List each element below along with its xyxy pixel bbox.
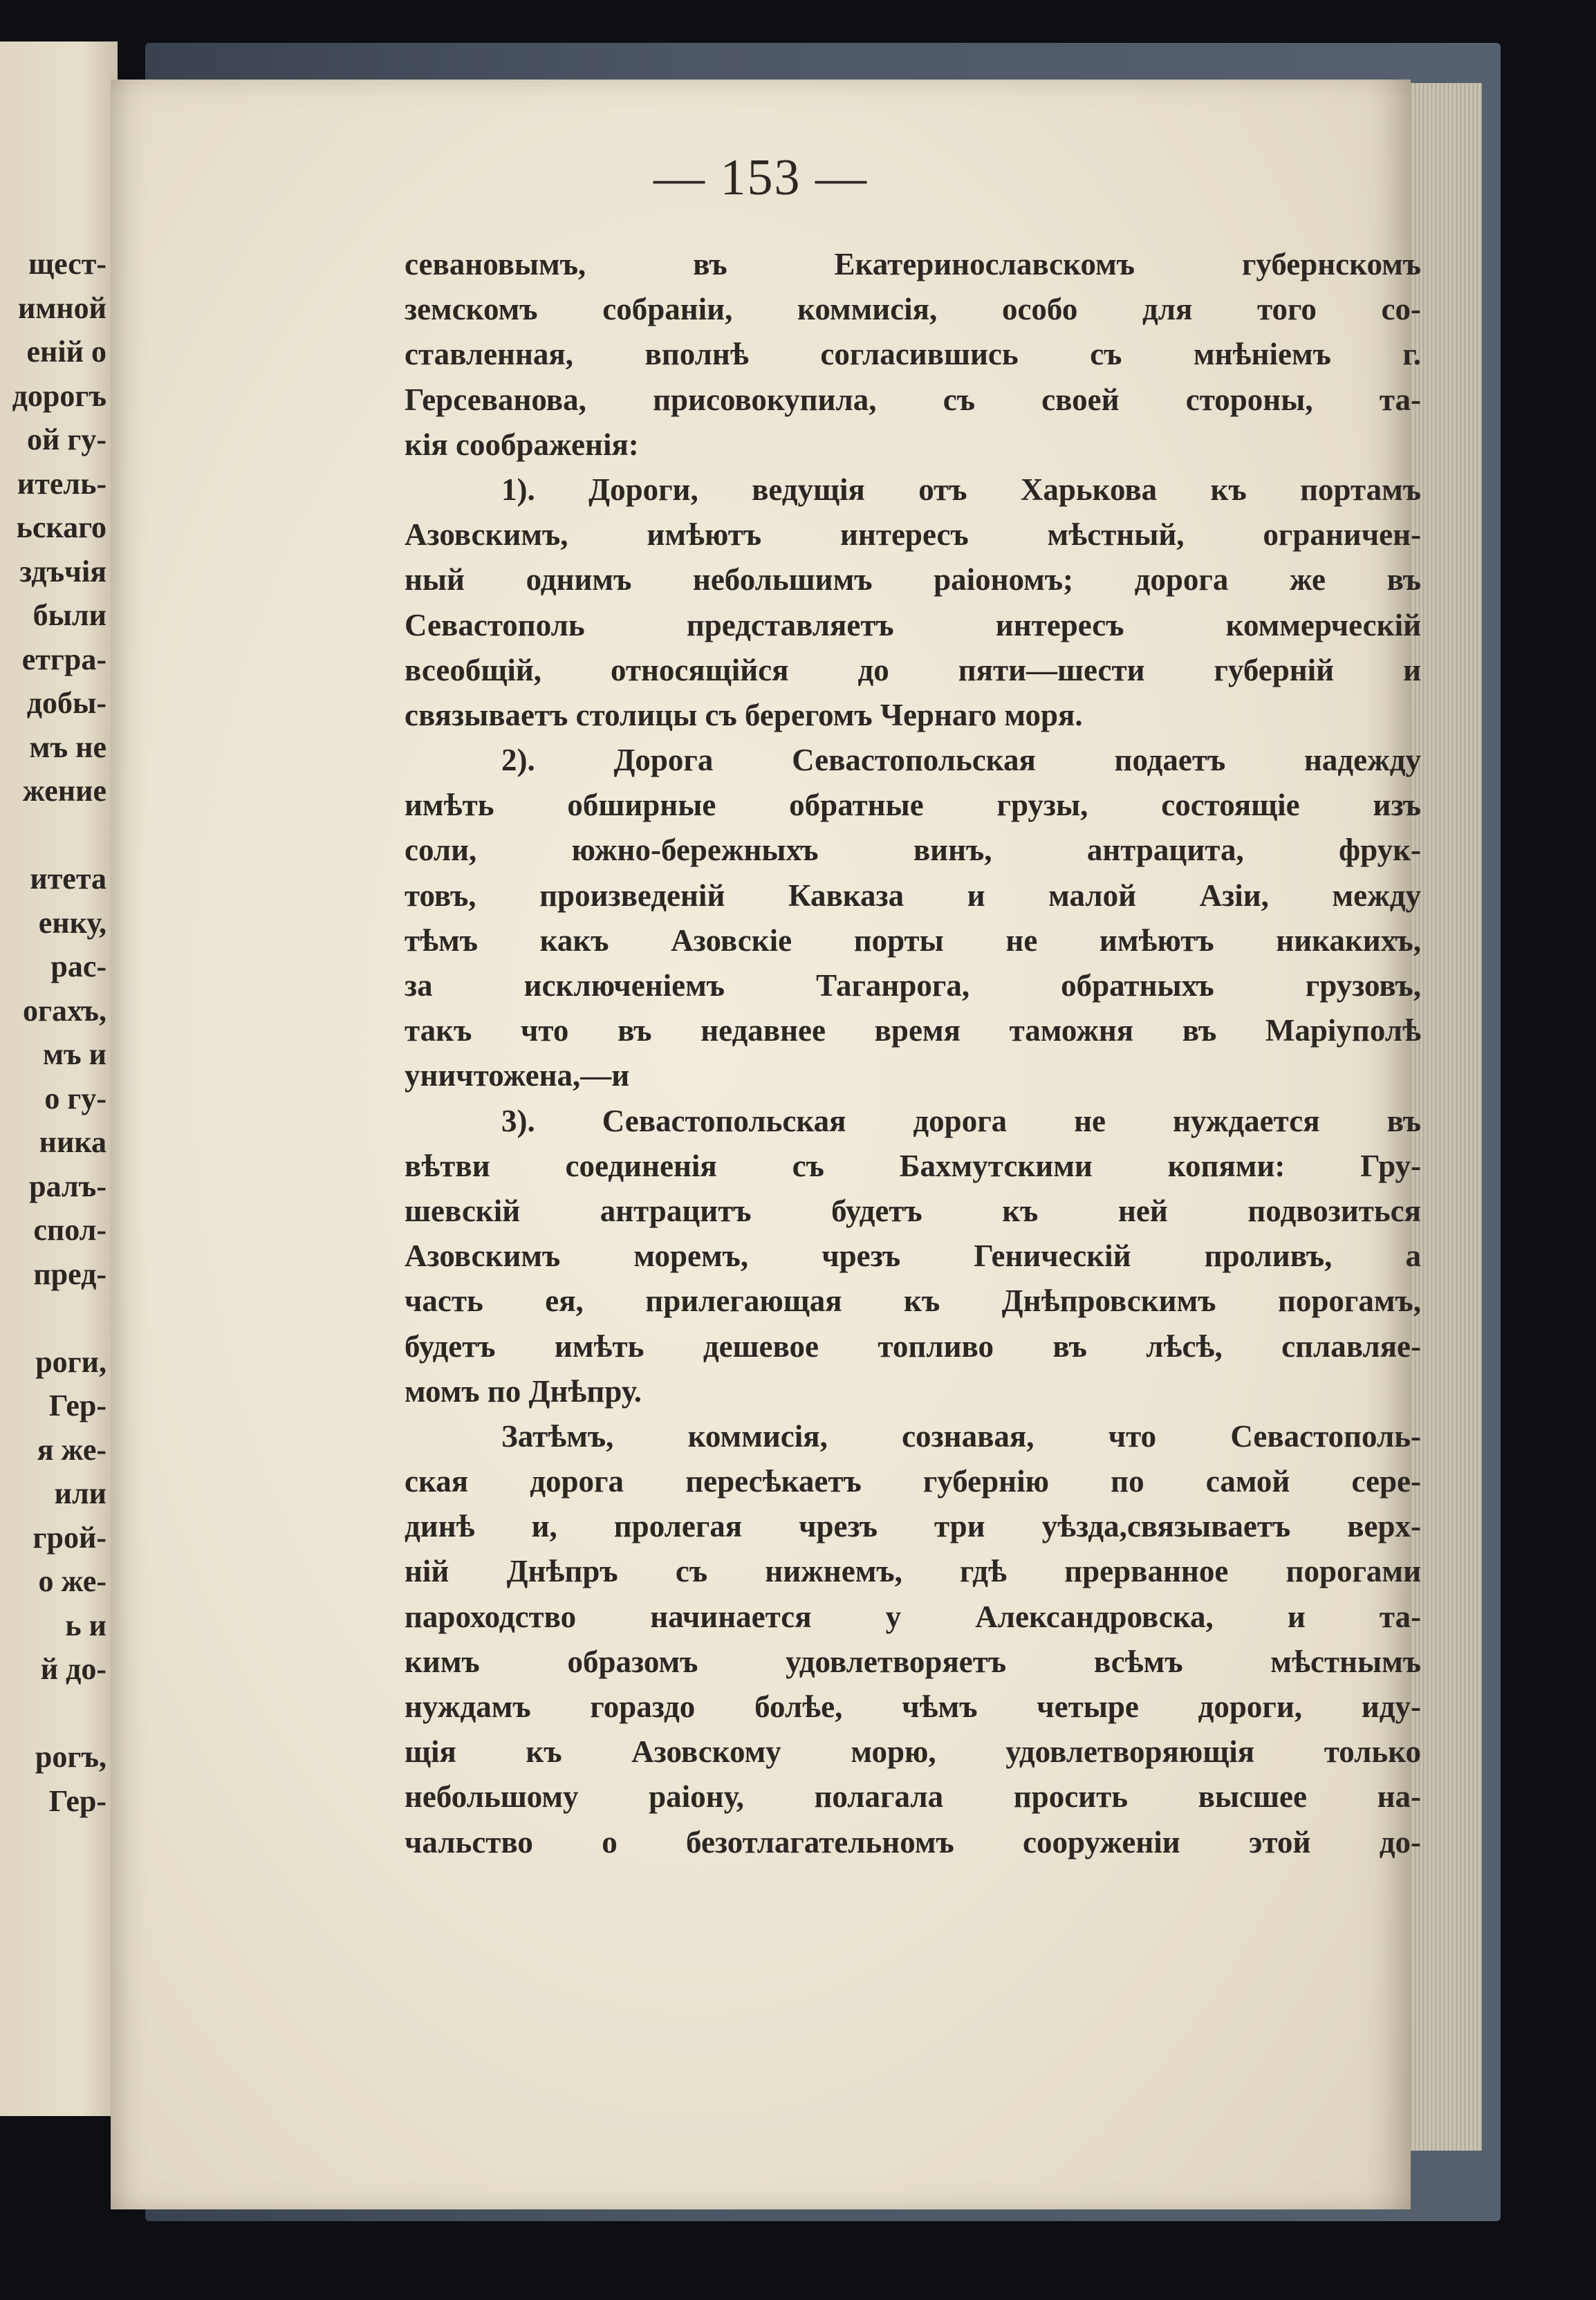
left-page-line (12, 1691, 106, 1736)
left-page-line: мъ и (43, 1037, 106, 1071)
text-line: 3). Севастопольская дорога не нуждается въ (501, 1103, 1421, 1138)
text-line: имѣть обширные обратные грузы, состоящiе изъ (405, 788, 1421, 823)
left-page-line: Гер- (48, 1783, 106, 1818)
text-line: соли, южно-бережныхъ винъ, антрацита, фрук- (405, 833, 1421, 868)
text-line: земскомъ собранiи, коммисiя, особо для того со- (405, 292, 1421, 327)
book-page (111, 80, 1421, 2209)
text-line: Севастополь представляетъ интересъ коммерческiй (405, 607, 1421, 642)
left-page-line: Гер- (48, 1389, 106, 1422)
left-page-line: были (33, 598, 106, 632)
text-line: севановымъ, въ Екатеринославскомъ губернскомъ (405, 247, 1421, 281)
text-line: шевскiй антрацитъ будетъ къ ней подвозиться (405, 1193, 1421, 1228)
left-page-line: етгра- (21, 642, 106, 676)
left-page-line: здъчiя (19, 554, 106, 588)
text-line: Азовскимъ, имѣютъ интересъ мѣстный, ограничен- (405, 517, 1421, 553)
text-line: всеобщiй, относящiйся до пяти—шести губернiй и (405, 652, 1421, 687)
text-line: за исключенiемъ Таганрога, обратныхъ грузовъ, (405, 968, 1421, 1003)
text-line: 1). Дороги, ведущiя отъ Харькова къ портамъ (501, 472, 1421, 507)
text-line: ный однимъ небольшимъ раiономъ; дорога же въ (405, 562, 1421, 597)
left-page-line: дорогъ (12, 378, 106, 413)
left-page-line (12, 1296, 106, 1340)
left-page-line: щест- (28, 247, 106, 281)
text-line: такъ что въ недавнее время таможня въ Марiуполѣ (405, 1013, 1421, 1048)
left-page-line: пред- (33, 1256, 106, 1291)
left-page-line: енiй о (26, 335, 106, 369)
left-page-line: спол- (33, 1213, 106, 1247)
left-page-line: или (54, 1476, 106, 1510)
text-line: уничтожена,—и (405, 1058, 630, 1093)
text-line: кимъ образомъ удовлетворяетъ всѣмъ мѣстнымъ (405, 1644, 1421, 1679)
left-page-line: итель- (17, 466, 106, 501)
left-page-line: имной (17, 290, 106, 325)
left-page-text (12, 242, 106, 1823)
left-page-line: огахъ, (23, 993, 106, 1028)
text-line: момъ по Днѣпру. (405, 1373, 642, 1409)
left-page-line: енку, (38, 905, 106, 940)
left-page-line: грой- (33, 1520, 106, 1555)
left-facing-page (0, 41, 118, 2116)
left-page-line: я же- (37, 1432, 106, 1467)
left-page-line: ой гу- (27, 423, 106, 456)
left-page-line: ьскаго (16, 510, 106, 544)
left-page-line: итета (30, 862, 106, 896)
text-line: будетъ имѣть дешевое топливо въ лѣсѣ, сплавляе- (405, 1328, 1421, 1364)
left-page-line: о же- (38, 1564, 106, 1598)
left-page-line: рас- (50, 949, 106, 983)
text-line: ская дорога пересѣкаетъ губернiю по самой сере- (405, 1464, 1421, 1499)
text-line: небольшому раiону, полагала просить высшее на- (405, 1779, 1421, 1815)
text-line: Затѣмъ, коммисiя, сознавая, что Севастополь- (501, 1418, 1421, 1454)
text-line: Азовскимъ моремъ, чрезъ Геническiй проливъ, а (405, 1239, 1421, 1274)
text-line: нуждамъ гораздо болѣе, чѣмъ четыре дороги, иду- (405, 1689, 1421, 1724)
left-page-line: о гу- (44, 1081, 106, 1115)
left-page-line: ралъ- (29, 1169, 106, 1203)
text-line: тѣмъ какъ Азовскiе порты не имѣютъ никакихъ, (405, 922, 1421, 958)
left-page-line: мъ не (29, 730, 106, 764)
left-page-line: ь и (65, 1608, 106, 1642)
left-page-line (12, 813, 106, 857)
text-line: чальство о безотлагательномъ сооруженiи этой до- (405, 1824, 1421, 1860)
text-line: кiя соображенiя: (405, 427, 639, 462)
text-line: щiя къ Азовскому морю, удовлетворяющiя только (405, 1734, 1421, 1770)
left-page-line: жение (22, 774, 106, 808)
left-page-line: ника (39, 1125, 106, 1159)
text-line: часть ея, прилегающая къ Днѣпровскимъ порогамъ, (405, 1283, 1421, 1319)
text-line: товъ, произведенiй Кавказа и малой Азiи, между (405, 878, 1421, 913)
text-line: связываетъ столицы съ берегомъ Чернаго моря. (405, 697, 1083, 732)
text-line: пароходство начинается у Александровска, и та- (405, 1599, 1421, 1634)
text-line: ставленная, вполнѣ согласившись съ мнѣнiемъ г. (405, 337, 1421, 372)
left-page-line: рогъ, (35, 1740, 106, 1774)
text-line: вѣтви соединенiя съ Бахмутскими копями: Гру- (405, 1148, 1421, 1183)
text-line: динѣ и, пролегая чрезъ три уѣзда,связываетъ верх- (405, 1509, 1421, 1544)
page-number: — 153 — (653, 149, 868, 206)
page-body-text (405, 242, 1421, 1865)
left-page-line: добы- (26, 686, 106, 720)
text-line: 2). Дорога Севастопольская подаетъ надежду (501, 743, 1421, 778)
left-page-line: й до- (40, 1652, 106, 1686)
left-page-line: роги, (35, 1344, 106, 1379)
text-line: нiй Днѣпръ съ нижнемъ, гдѣ прерванное порогами (405, 1554, 1421, 1589)
text-line: Герсеванова, присовокупила, съ своей стороны, та- (405, 382, 1421, 417)
